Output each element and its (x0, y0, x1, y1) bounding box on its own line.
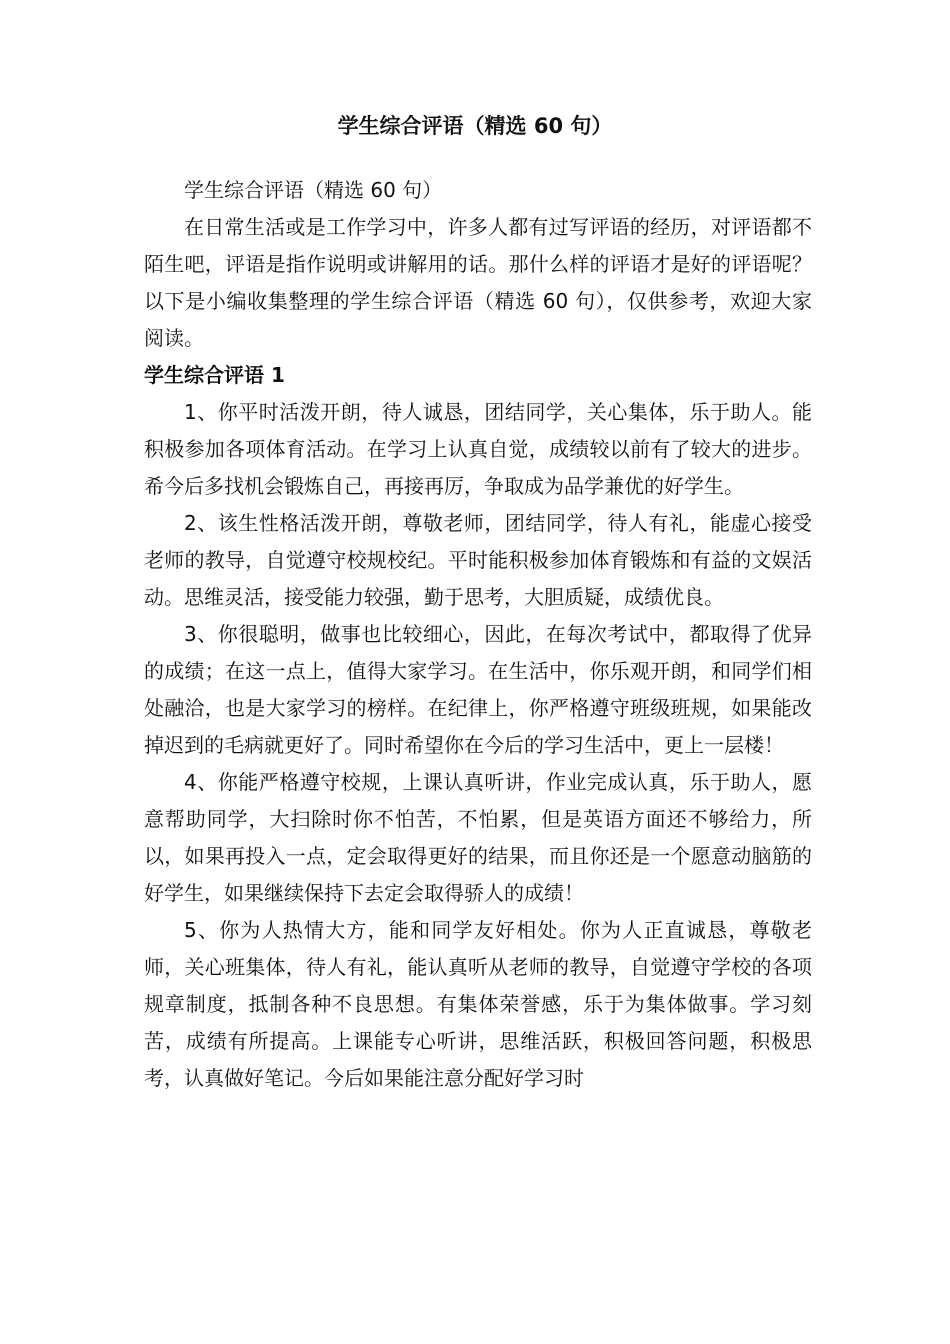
comment-item-2: 2、该生性格活泼开朗，尊敬老师，团结同学，待人有礼，能虚心接受老师的教导，自觉遵守校规校纪。平时能积极参加体育锻炼和有益的文娱活动。思维灵活，接受能力较强，勤于思考，大胆质疑，成绩优良。 (144, 511, 812, 609)
document-title: 学生综合评语（精选 60 句） (337, 114, 613, 138)
document-body (144, 172, 812, 1097)
comment-item-4: 4、你能严格遵守校规，上课认真听讲，作业完成认真，乐于助人，愿意帮助同学，大扫除时你不怕苦，不怕累，但是英语方面还不够给力，所以，如果再投入一点，定会取得更好的结果，而且你还是一个愿意动脑筋的好学生，如果继续保持下去定会取得骄人的成绩！ (144, 770, 812, 905)
intro-subtitle: 学生综合评语（精选 60 句） (184, 178, 443, 202)
comment-item-1: 1、你平时活泼开朗，待人诚恳，团结同学，关心集体，乐于助人。能积极参加各项体育活动。在学习上认真自觉，成绩较以前有了较大的进步。希今后多找机会锻炼自己，再接再厉，争取成为品学兼优的好学生。 (144, 400, 812, 498)
section-heading: 学生综合评语 1 (144, 363, 285, 387)
intro-paragraph: 在日常生活或是工作学习中，许多人都有过写评语的经历，对评语都不陌生吧，评语是指作说明或讲解用的话。那什么样的评语才是好的评语呢？以下是小编收集整理的学生综合评语（精选 60 句），仅供参考，欢迎大家阅读。 (144, 215, 812, 350)
comment-item-5: 5、你为人热情大方，能和同学友好相处。你为人正直诚恳，尊敬老师，关心班集体，待人有礼，能认真听从老师的教导，自觉遵守学校的各项规章制度，抵制各种不良思想。有集体荣誉感，乐于为集体做事。学习刻苦，成绩有所提高。上课能专心听讲，思维活跃，积极回答问题，积极思考，认真做好笔记。今后如果能注意分配好学习时 (144, 918, 812, 1090)
comment-item-3: 3、你很聪明，做事也比较细心，因此，在每次考试中，都取得了优异的成绩；在这一点上，值得大家学习。在生活中，你乐观开朗，和同学们相处融洽，也是大家学习的榜样。在纪律上，你严格遵守班级班规，如果能改掉迟到的毛病就更好了。同时希望你在今后的学习生活中，更上一层楼！ (144, 622, 812, 757)
